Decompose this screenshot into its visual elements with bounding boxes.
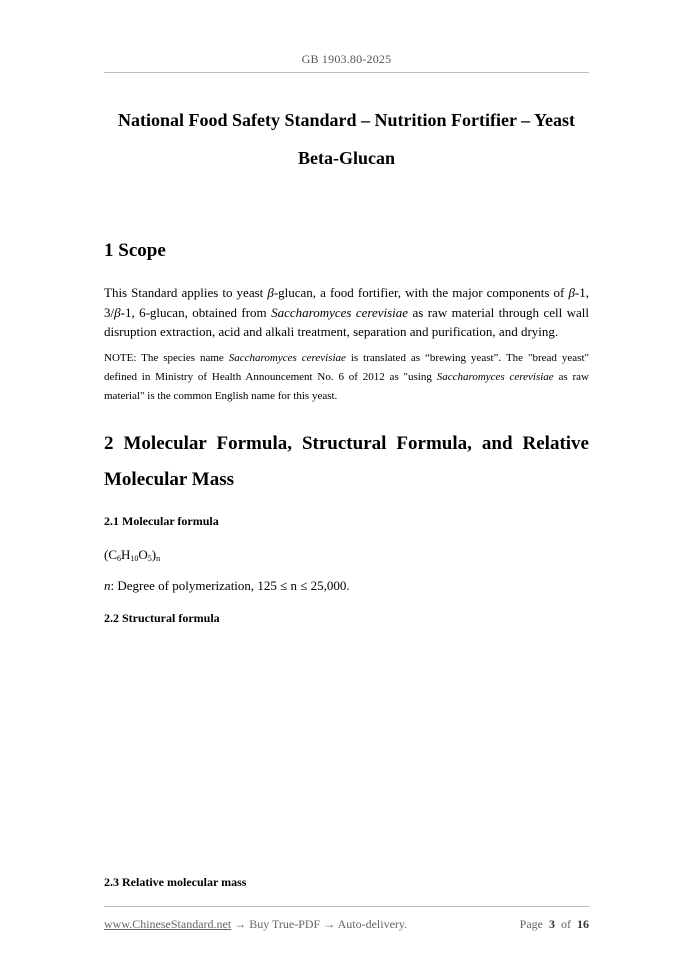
subsection-2-1-heading: 2.1 Molecular formula <box>104 514 219 528</box>
title-line-1: National Food Safety Standard – Nutrition Fortifier – Yeast <box>118 110 575 130</box>
site-link[interactable]: www.ChineseStandard.net <box>104 917 232 931</box>
buy-pdf-link[interactable]: Buy True-PDF <box>249 917 321 931</box>
section-1-heading: 1 Scope <box>104 240 166 261</box>
structural-formula-figure-area <box>104 640 589 865</box>
total-pages: 16 <box>577 917 589 931</box>
scope-note: NOTE: The species name Saccharomyces cerevisiae is translated as “brewing yeast”. The "bread yeast" defined in Ministry of Health Announcement No. 6 of 2012 as "using Saccharomyces cerevisiae as raw material" is the common English name for this yeast. <box>104 352 589 402</box>
section-2-heading-line-2: Molecular Mass <box>104 469 234 490</box>
document-title <box>104 101 589 177</box>
subsection-2-2-heading: 2.2 Structural formula <box>104 611 220 625</box>
running-header: GB 1903.80-2025 <box>301 52 392 66</box>
degree-of-polymerization: n: Degree of polymerization, 125 ≤ n ≤ 25,000. <box>104 578 350 593</box>
molecular-formula: $(C_6H_{10}O_5)_n$ <box>104 547 161 563</box>
footer-rule <box>104 906 589 907</box>
page-number: Page 3 of 16 <box>519 917 589 931</box>
auto-delivery-text: Auto-delivery. <box>337 917 408 931</box>
footer-links: www.ChineseStandard.net → Buy True-PDF → Auto-delivery. <box>104 917 408 931</box>
current-page: 3 <box>549 917 555 931</box>
header-rule <box>104 72 589 73</box>
scope-paragraph: This Standard applies to yeast β-glucan, a food fortifier, with the major components of β-1, 3/β-1, 6-glucan, obtained from Saccharomyces cerevisiae as raw material through cell wall disruption extraction, acid and alkali treatment, separation and purification, and drying. <box>104 285 590 339</box>
section-2-heading-line-1: 2 Molecular Formula, Structural Formula, and Relative <box>104 433 589 454</box>
subsection-2-3-heading: 2.3 Relative molecular mass <box>104 875 247 889</box>
title-line-2: Beta-Glucan <box>298 148 395 168</box>
